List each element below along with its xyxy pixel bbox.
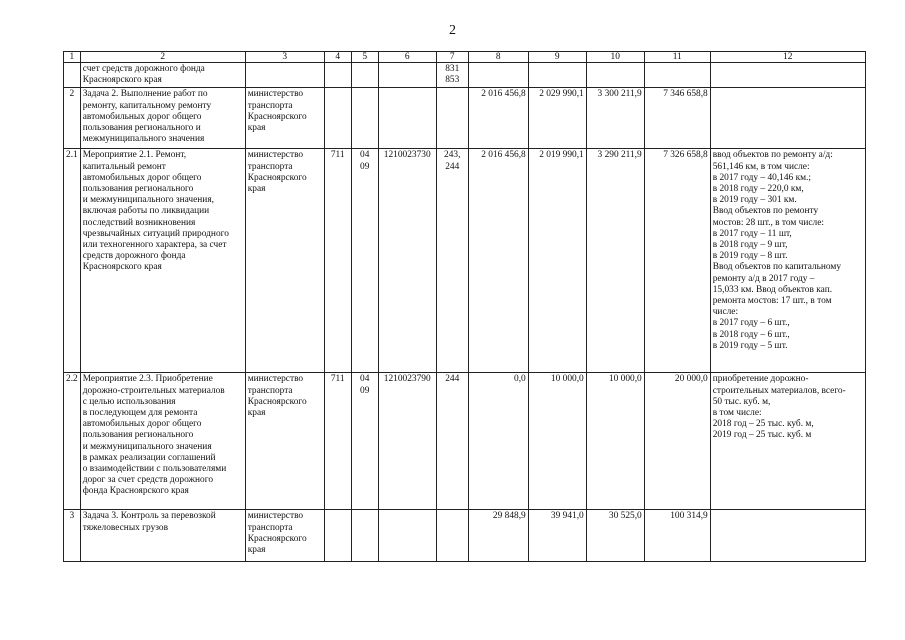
cell-name: Мероприятие 2.3. Приобретение дорожно-строительных материалов с целью использования в последующем для ремонта автомобильных дорог общего пользования регионального и межмуниципального значения в рамках реализации соглашений о взаимодействии с пользователями дорог за счет средств дорожного фонда Красноярского края xyxy=(80,373,245,510)
cell-year-2017: 2 016 456,8 xyxy=(468,149,528,373)
table-row-measure-2-2 xyxy=(64,373,866,510)
column-number-2: 2 xyxy=(80,52,245,63)
cell-total: 7 346 658,8 xyxy=(644,88,710,149)
cell-vr xyxy=(436,88,468,149)
column-number-11: 11 xyxy=(644,52,710,63)
cell-grbs xyxy=(324,510,351,562)
cell-year-2019 xyxy=(586,63,644,88)
cell-vr: 243, 244 xyxy=(436,149,468,373)
cell-result xyxy=(710,63,865,88)
cell-csr: 1210023790 xyxy=(378,373,436,510)
cell-executor: министерство транспорта Красноярского края xyxy=(245,149,324,373)
cell-name: Задача 3. Контроль за перевозкой тяжеловесных грузов xyxy=(80,510,245,562)
cell-csr xyxy=(378,88,436,149)
cell-name: Мероприятие 2.1. Ремонт, капитальный ремонт автомобильных дорог общего пользования регионального и межмуниципального значения, включая работы по ликвидации последствий возникновения чрезвычайных ситуаций природного или техногенного характера, за счет средств дорожного фонда Красноярского края xyxy=(80,149,245,373)
program-table xyxy=(63,51,866,562)
cell-index xyxy=(64,63,81,88)
cell-year-2019: 3 290 211,9 xyxy=(586,149,644,373)
cell-result: ввод объектов по ремонту а/д: 561,146 км, в том числе: в 2017 году – 40,146 км.; в 2018 году – 220,0 км, в 2019 году – 301 км. Ввод объектов по ремонту мостов: 28 шт., в том числе: в 2017 году – 11 шт, в 2018 году – 9 шт, в 2019 году – 8 шт. Ввод объектов по капитальному ремонту а/д в 2017 году – 15,033 км. Ввод объектов кап. ремонта мостов: 17 шт., в том числе: в 2017 году – 6 шт., в 2018 году – 6 шт., в 2019 году – 5 шт. xyxy=(710,149,865,373)
cell-total: 100 314,9 xyxy=(644,510,710,562)
cell-executor: министерство транспорта Красноярского края xyxy=(245,88,324,149)
column-number-12: 12 xyxy=(710,52,865,63)
table-row-continuation xyxy=(64,63,866,88)
cell-total: 20 000,0 xyxy=(644,373,710,510)
column-number-7: 7 xyxy=(436,52,468,63)
cell-name: Задача 2. Выполнение работ по ремонту, капитальному ремонту автомобильных дорог общего пользования регионального и межмуниципального значения xyxy=(80,88,245,149)
table-row-task-2 xyxy=(64,88,866,149)
cell-rzpr xyxy=(351,510,378,562)
cell-executor xyxy=(245,63,324,88)
cell-result xyxy=(710,88,865,149)
cell-year-2018: 2 019 990,1 xyxy=(528,149,586,373)
column-number-10: 10 xyxy=(586,52,644,63)
cell-year-2019: 30 525,0 xyxy=(586,510,644,562)
cell-vr: 244 xyxy=(436,373,468,510)
cell-index: 3 xyxy=(64,510,81,562)
column-number-4: 4 xyxy=(324,52,351,63)
column-number-8: 8 xyxy=(468,52,528,63)
cell-year-2019: 3 300 211,9 xyxy=(586,88,644,149)
cell-index: 2.1 xyxy=(64,149,81,373)
cell-index: 2.2 xyxy=(64,373,81,510)
column-number-6: 6 xyxy=(378,52,436,63)
table-row-task-3 xyxy=(64,510,866,562)
cell-name: счет средств дорожного фонда Красноярского края xyxy=(80,63,245,88)
cell-result: приобретение дорожно- строительных материалов, всего- 50 тыс. куб. м, в том числе: 2018 год – 25 тыс. куб. м, 2019 год – 25 тыс. куб. м xyxy=(710,373,865,510)
cell-year-2019: 10 000,0 xyxy=(586,373,644,510)
table-row-measure-2-1 xyxy=(64,149,866,373)
cell-grbs: 711 xyxy=(324,373,351,510)
column-number-9: 9 xyxy=(528,52,586,63)
column-number-3: 3 xyxy=(245,52,324,63)
cell-executor: министерство транспорта Красноярского края xyxy=(245,510,324,562)
column-number-row xyxy=(64,52,866,63)
cell-result xyxy=(710,510,865,562)
cell-year-2017 xyxy=(468,63,528,88)
cell-rzpr: 04 09 xyxy=(351,149,378,373)
page-number: 2 xyxy=(449,23,456,38)
cell-rzpr xyxy=(351,88,378,149)
cell-csr: 1210023730 xyxy=(378,149,436,373)
cell-total xyxy=(644,63,710,88)
cell-rzpr xyxy=(351,63,378,88)
column-number-5: 5 xyxy=(351,52,378,63)
cell-grbs: 711 xyxy=(324,149,351,373)
cell-csr xyxy=(378,510,436,562)
cell-rzpr: 04 09 xyxy=(351,373,378,510)
cell-executor: министерство транспорта Красноярского края xyxy=(245,373,324,510)
cell-year-2018: 10 000,0 xyxy=(528,373,586,510)
cell-year-2018: 2 029 990,1 xyxy=(528,88,586,149)
cell-year-2017: 0,0 xyxy=(468,373,528,510)
cell-vr: 831 853 xyxy=(436,63,468,88)
cell-grbs xyxy=(324,88,351,149)
column-number-1: 1 xyxy=(64,52,81,63)
cell-vr xyxy=(436,510,468,562)
cell-year-2018: 39 941,0 xyxy=(528,510,586,562)
cell-grbs xyxy=(324,63,351,88)
cell-csr xyxy=(378,63,436,88)
cell-year-2017: 29 848,9 xyxy=(468,510,528,562)
cell-total: 7 326 658,8 xyxy=(644,149,710,373)
cell-year-2018 xyxy=(528,63,586,88)
cell-year-2017: 2 016 456,8 xyxy=(468,88,528,149)
cell-index: 2 xyxy=(64,88,81,149)
